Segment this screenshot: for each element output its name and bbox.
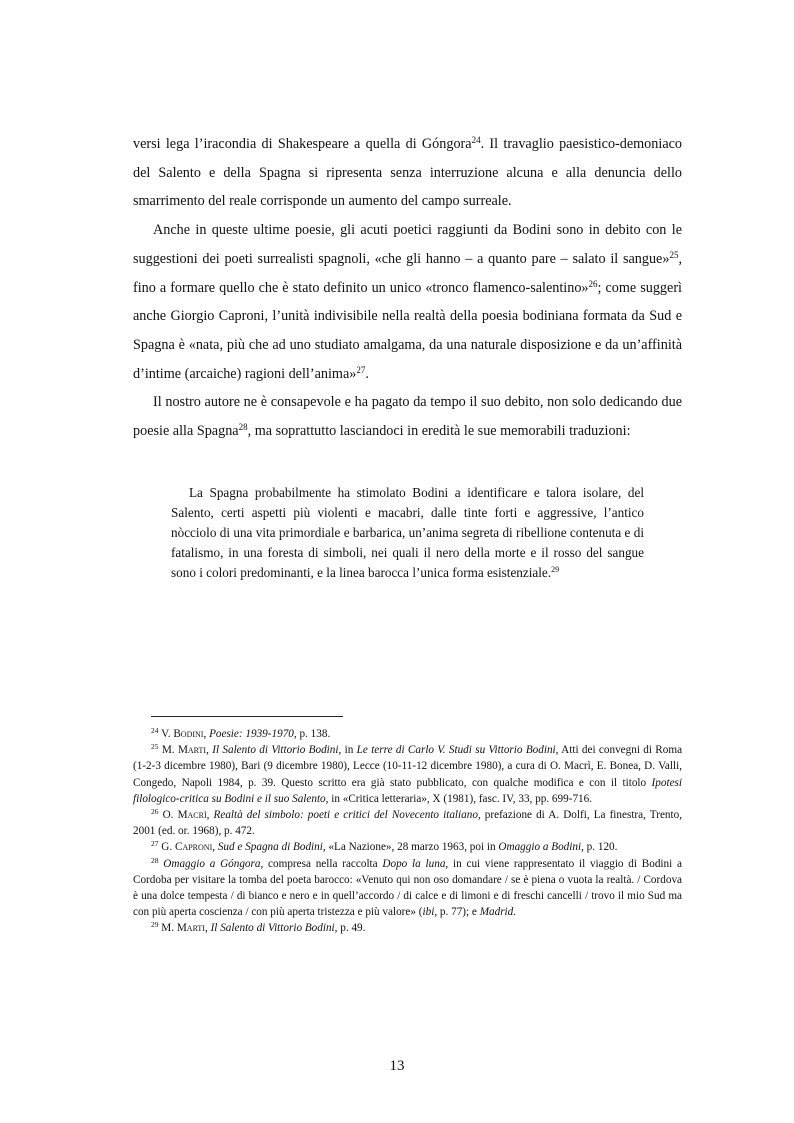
footnote-25 <box>133 742 682 807</box>
separator: , <box>206 809 214 822</box>
paragraph-text: Il nostro autore ne è consapevole e ha pagato da tempo il suo debito, non solo dedicando due poesie alla Spagna <box>133 394 682 440</box>
work-title: Il Salento di Vittorio Bodini <box>212 744 339 757</box>
paragraph-1 <box>133 130 682 216</box>
paragraph-text: Anche in queste ultime poesie, gli acuti poetici raggiunti da Bodini sono in debito con le suggestioni dei poeti surrealisti spagnoli, «che gli hanno – a quanto pare – salato il sangue» <box>133 222 682 267</box>
footnote-ref-26[interactable]: 26 <box>588 278 598 289</box>
footnote-24 <box>133 726 682 742</box>
paragraph-3 <box>133 388 682 445</box>
citation-text: , compresa nella raccolta <box>260 857 383 870</box>
footnote-ref-28[interactable]: 28 <box>238 422 248 433</box>
separator: , <box>203 728 210 740</box>
citation-text: , Atti dei convegni di Roma (1-2-3 dicembre 1980), Bari (9 dicembre 1980), Lecce (10-11-12 dicembre 1980), a cura di O. Macrì, E. Bonea, D. Valli, Congedo, Napoli 1984, p. 39. Questo scritto era già stato pubblicato, con qualche modifica e con il titolo <box>133 744 683 789</box>
paragraph-text: . <box>365 365 369 382</box>
separator: , <box>204 922 211 935</box>
work-title: Le terre di Carlo V. Studi su Vittorio Bodini <box>356 744 556 757</box>
paragraph-2 <box>133 216 682 388</box>
ibi-reference: ibi <box>422 906 435 919</box>
citation-text: , in cui viene rappresentato il viaggio di Bodini a Cordoba per visitare la tomba del poeta barocco: «Venuto qui non oso domandare / se è piena o vuota la realtà. / Cordova è una dolce tempesta / di bianco e nero e in quell’accordo / di calce e di limoni e di freschi cancelli / trovo il mio Sud ma con più aperta coscienza / con più aperta tristezza e più valore» ( <box>133 857 682 919</box>
citation-rest: prefazione di A. Dolfi, La finestra, Trento, 2001 (ed. or. 1968), p. 472. <box>133 809 683 838</box>
paragraph-text: , ma soprattutto lasciandoci in eredità le sue memorabili traduzioni: <box>247 423 631 440</box>
footnote-ref-29[interactable]: 29 <box>551 565 560 574</box>
work-title: Dopo la luna <box>382 857 446 870</box>
footnote-number: 26 <box>151 807 159 817</box>
citation-text: , «La Nazione», 28 marzo 1963, poi in <box>322 841 499 854</box>
work-title: Realtà del simbolo: poeti e critici del Novecento italiano, <box>213 809 481 822</box>
body-text <box>133 130 682 446</box>
footnote-separator <box>151 716 343 717</box>
author-name: Bodini <box>173 728 204 740</box>
work-title: Madrid <box>479 906 514 919</box>
work-title: Ipotesi filologico-critica su Bodini e il suo Salento <box>133 776 682 805</box>
footnote-number: 29 <box>151 920 159 930</box>
author-name: Marti <box>176 922 205 935</box>
paragraph-text: , fino a formare quello che è stato definito un unico «tronco flamenco-salentino» <box>133 250 682 296</box>
citation-rest: , p. 49. <box>334 922 366 935</box>
author-name: Marti <box>177 744 207 757</box>
author-name: Caproni <box>174 841 213 854</box>
citation-rest: , p. 138. <box>293 728 331 740</box>
citation-rest: , in «Critica letteraria», X (1981), fasc. IV, 33, pp. 699-716. <box>325 792 593 805</box>
work-title: Omaggio a Bodini <box>498 841 582 854</box>
footnote-29 <box>133 920 682 936</box>
footnote-ref-25[interactable]: 25 <box>669 249 679 260</box>
footnote-ref-27[interactable]: 27 <box>356 364 366 375</box>
footnote-number: 28 <box>151 855 159 865</box>
footnote-26 <box>133 807 682 839</box>
citation-rest: , p. 120. <box>581 841 618 854</box>
author-initial: G. <box>161 841 175 854</box>
work-title: Sud e Spagna di Bodini <box>217 841 323 854</box>
paragraph-text: versi lega l’iracondia di Shakespeare a quella di Góngora <box>133 136 472 152</box>
citation-text: , p. 77); e <box>434 906 480 919</box>
author-initial: M. <box>161 922 177 935</box>
work-title: Il Salento di Vittorio Bodini <box>210 922 335 935</box>
footnote-number: 24 <box>151 726 159 735</box>
citation-text: , in <box>338 744 357 757</box>
footnotes <box>133 726 682 937</box>
page-number: 13 <box>389 1058 405 1074</box>
work-title: Poesie: 1939-1970 <box>209 728 294 740</box>
block-quote <box>171 483 644 583</box>
author-name: Macrì <box>177 809 207 822</box>
footnote-number: 27 <box>151 839 159 849</box>
footnote-ref-24[interactable]: 24 <box>471 135 481 145</box>
paragraph-text: . Il travaglio paesistico-demoniaco del Salento e della Spagna si ripresenta senza interruzione alcuna e alla denuncia dello smarrimento del reale corrisponde un aumento del campo surreale. <box>133 136 683 210</box>
separator: , <box>206 744 213 757</box>
work-title: Omaggio a Góngora <box>163 857 261 870</box>
separator: , <box>212 841 218 854</box>
author-initial: V. <box>161 728 174 740</box>
footnote-number: 25 <box>151 742 159 752</box>
citation-rest: . <box>513 906 517 919</box>
author-initial: O. <box>162 809 178 822</box>
author-initial: M. <box>161 744 178 757</box>
footnote-27 <box>133 839 682 855</box>
footnote-28 <box>133 856 682 921</box>
quote-text: La Spagna probabilmente ha stimolato Bodini a identificare e talora isolare, del Salento, certi aspetti più violenti e macabri, dalle tinte forti e aggressive, l’antico nòcciolo di una vita primordiale e barbarica, un’anima segreta di ribellione contenuta e di fatalismo, in una foresta di simboli, nei quali il nero della morte e il rosso del sangue sono i colori predominanti, e la linea barocca l’unica forma esistenziale. <box>171 485 644 580</box>
paragraph-text: ; come suggerì anche Giorgio Caproni, l’unità indivisibile nella realtà della poesia bodiniana formata da Sud e Spagna è «nata, più che ad uno studiato amalgama, da una naturale disposizione e da un’affinità d’intime (arcaiche) ragioni dell’anima» <box>133 279 682 382</box>
